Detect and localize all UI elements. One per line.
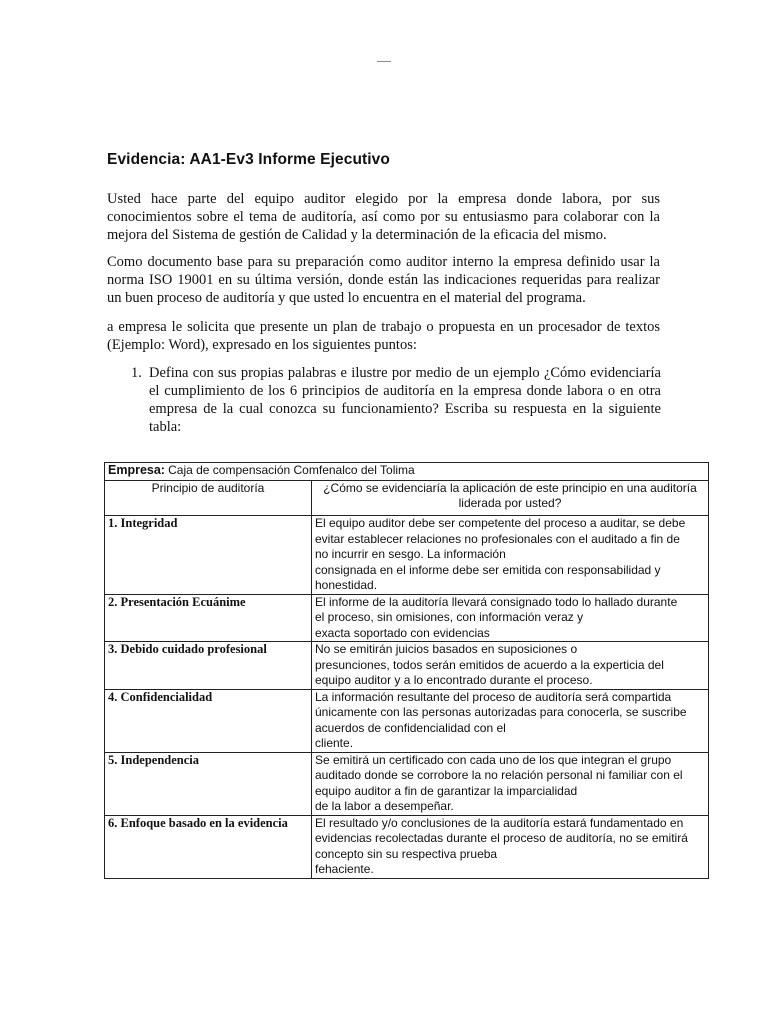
principle-cell: 6. Enfoque basado en la evidencia xyxy=(105,815,312,878)
evidence-line: consignada en el informe debe ser emitida con responsabilidad y xyxy=(315,562,661,577)
request-paragraph: a empresa le solicita que presente un plan de trabajo o propuesta en un procesador de textos (Ejemplo: Word), expresado en los siguientes puntos: xyxy=(107,319,660,353)
evidence-line: cliente. xyxy=(315,736,354,750)
table-row xyxy=(105,815,709,878)
evidence-line: únicamente con las personas autorizadas para conocerla, se suscribe xyxy=(315,705,687,719)
evidence-line: de la labor a desempeñar. xyxy=(315,799,454,813)
evidence-cell xyxy=(312,594,709,642)
list-item-text: Defina con sus propias palabras e ilustre por medio de un ejemplo ¿Cómo evidenciaría el cumplimiento de los 6 principios de auditoría en la empresa donde labora o en otra empresa de la cual conozca su funcionamiento? Escriba su respuesta en la siguiente tabla: xyxy=(149,365,661,435)
table-header-row xyxy=(105,481,709,516)
evidence-line: presunciones, todos serán emitidos de acuerdo a la experticia del xyxy=(315,657,664,672)
evidence-line: exacta soportado con evidencias xyxy=(315,625,490,640)
audit-principles-table xyxy=(104,462,709,879)
company-label: Empresa: xyxy=(108,463,165,477)
evidence-cell xyxy=(312,642,709,690)
table-row xyxy=(105,516,709,595)
evidence-cell xyxy=(312,689,709,752)
principle-cell: 4. Confidencialidad xyxy=(105,689,312,752)
evidence-line: La información resultante del proceso de auditoría será compartida xyxy=(315,689,672,704)
evidence-line: concepto sin su respectiva prueba xyxy=(315,846,498,861)
header-principle: Principio de auditoría xyxy=(105,481,312,516)
evidence-line: El informe de la auditoría llevará consignado todo lo hallado durante xyxy=(315,594,678,609)
principle-cell: 1. Integridad xyxy=(105,516,312,595)
list-item-number: 1. xyxy=(131,365,142,381)
evidence-line: el proceso, sin omisiones, con información veraz y xyxy=(315,610,584,624)
company-cell xyxy=(105,463,709,481)
principle-cell: 5. Independencia xyxy=(105,752,312,815)
table-row xyxy=(105,594,709,642)
intro-paragraph: Usted hace parte del equipo auditor elegido por la empresa donde labora, por sus conocimientos sobre el tema de auditoría, así como por su entusiasmo para colaborar con la mejora del Sistema de gestión de Calidad y la determinación de la eficacia del mismo. xyxy=(107,191,660,243)
table-row xyxy=(105,752,709,815)
evidence-line: El equipo auditor debe ser competente del proceso a auditar, se debe xyxy=(315,516,686,530)
evidence-line: Se emitirá un certificado con cada uno de los que integran el grupo xyxy=(315,752,672,767)
table-row xyxy=(105,689,709,752)
evidence-line: No se emitirán juicios basados en suposiciones o xyxy=(315,642,578,656)
evidence-line: auditado donde se corrobore la no relación personal ni familiar con el xyxy=(315,768,683,782)
evidence-cell xyxy=(312,516,709,595)
evidence-line: El resultado y/o conclusiones de la auditoría estará fundamentado en xyxy=(315,815,684,830)
principle-cell: 2. Presentación Ecuánime xyxy=(105,594,312,642)
evidence-line: evitar establecer relaciones no profesionales con el auditado a fin de xyxy=(315,531,680,546)
company-name: Caja de compensación Comfenalco del Tolima xyxy=(168,463,415,477)
document-title: Evidencia: AA1-Ev3 Informe Ejecutivo xyxy=(107,151,390,168)
evidence-line: equipo auditor a fin de garantizar la imparcialidad xyxy=(315,783,578,798)
evidence-line: equipo auditor y a lo encontrado durante el proceso. xyxy=(315,673,593,687)
header-question: ¿Cómo se evidenciaría la aplicación de este principio en una auditoría liderada por usted? xyxy=(312,481,709,516)
evidence-cell xyxy=(312,752,709,815)
table-row xyxy=(105,463,709,481)
evidence-line: honestidad. xyxy=(315,578,378,592)
evidence-line: fehaciente. xyxy=(315,862,374,876)
header-mark xyxy=(377,61,391,62)
evidence-cell xyxy=(312,815,709,878)
evidence-line: evidencias recolectadas durante el proceso de auditoría, no se emitirá xyxy=(315,831,688,845)
principle-cell: 3. Debido cuidado profesional xyxy=(105,642,312,690)
evidence-line: acuerdos de confidencialidad con el xyxy=(315,720,506,735)
reference-paragraph: Como documento base para su preparación como auditor interno la empresa definido usar la norma ISO 19001 en su última versión, donde están las indicaciones requeridas para realizar un buen proceso de auditoría y que usted lo encuentra en el material del programa. xyxy=(107,254,660,306)
evidence-line: no incurrir en sesgo. La información xyxy=(315,547,506,561)
table-row xyxy=(105,642,709,690)
